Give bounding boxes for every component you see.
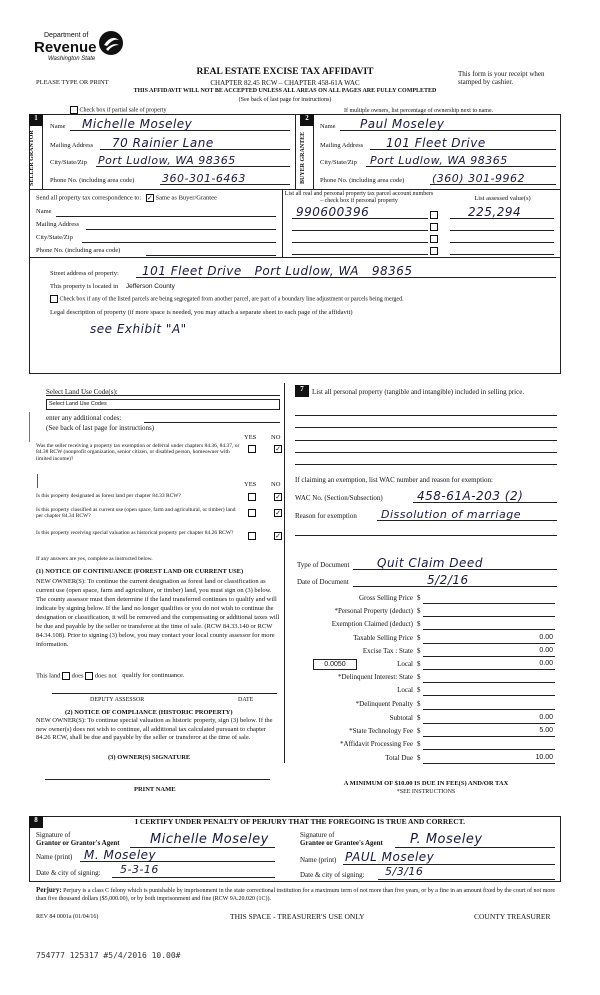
dollar-sign: $ bbox=[417, 686, 421, 694]
qualify-label: qualify for continuance. bbox=[122, 672, 185, 680]
doc-type-value[interactable]: Quit Claim Deed bbox=[377, 556, 483, 571]
dollar-sign: $ bbox=[417, 660, 421, 668]
buyer-mail-value[interactable]: 101 Fleet Drive bbox=[386, 136, 486, 151]
grantor-name-print[interactable]: M. Moseley bbox=[84, 848, 157, 862]
notice2-body: NEW OWNER(S): To continue special valuation as historic property, sign (3) below. If the new owner(s) does not wish to continue, all additional tax calculated pursuant to chapter 84.26 RCW, shall be due and payable by the seller or transferor at the time of sale. bbox=[36, 717, 273, 741]
treasurer-stamp: 754777 125317 #5/4/2016 10.00# bbox=[36, 951, 181, 960]
seller-city-row bbox=[50, 153, 290, 167]
revenue-logo-icon bbox=[98, 30, 124, 56]
section-2-num: 2 bbox=[300, 114, 314, 126]
doc-type-row bbox=[297, 556, 557, 570]
form-see-back: (See back of last page for instructions) bbox=[238, 97, 332, 103]
corr-mail-label: Mailing Address bbox=[36, 221, 80, 228]
grantor-sig-label-1: Signature of bbox=[36, 831, 71, 839]
grantee-signature[interactable]: P. Moseley bbox=[410, 832, 483, 847]
receipt-note: This form is your receipt when stamped by cashier. bbox=[458, 70, 545, 87]
buyer-city-value[interactable]: Port Ludlow, WA 98365 bbox=[370, 154, 508, 168]
grantor-signature[interactable]: Michelle Moseley bbox=[150, 832, 269, 847]
yes-header-1: YES bbox=[244, 434, 257, 441]
fee-subtotal bbox=[297, 714, 555, 725]
buyer-side-label: BUYER GRANTEE bbox=[300, 131, 306, 185]
parcel-number[interactable]: 990600396 bbox=[296, 205, 370, 219]
partial-sale-checkbox[interactable] bbox=[70, 106, 78, 114]
fee-gross bbox=[297, 594, 555, 605]
fee-delinq-local bbox=[297, 686, 555, 697]
please-type: PLEASE TYPE OR PRINT bbox=[36, 79, 109, 86]
fee-delinq-penalty bbox=[297, 700, 555, 711]
taxable-value: 0.00 bbox=[539, 634, 553, 641]
does-not-checkbox[interactable] bbox=[85, 672, 93, 680]
rev-number: REV 84 0001a (01/04/16) bbox=[36, 914, 99, 920]
deputy-assessor-label: DEPUTY ASSESSOR bbox=[90, 697, 145, 703]
street-row bbox=[50, 264, 556, 278]
q3-no-checkbox[interactable]: ✓ bbox=[275, 509, 281, 517]
question-historic: Is this property receiving special valuation as historical property per chapter 84.26 RCW? bbox=[36, 530, 234, 536]
personal-property-label: List all personal property (tangible and intangible) included in selling price. bbox=[312, 388, 525, 396]
subtotal-value: 0.00 bbox=[539, 714, 553, 721]
fee-label: *Delinquent Penalty bbox=[355, 700, 413, 708]
doc-date-label: Date of Document bbox=[297, 577, 349, 586]
question-current-use: Is this property classified as current use (open space, farm and agricultural, or timber) land per chapter 84.34 RCW? bbox=[36, 507, 236, 520]
county-row bbox=[50, 283, 175, 290]
q2-yes-checkbox[interactable] bbox=[248, 493, 256, 501]
parcel-2-personal-checkbox[interactable] bbox=[430, 223, 438, 231]
fee-label: Local bbox=[397, 660, 413, 668]
parcel-header: List all real and personal property tax parcel account numbers – check box if personal property bbox=[284, 191, 434, 204]
perjury-note bbox=[36, 886, 561, 903]
does-not-label: does not bbox=[94, 672, 117, 680]
section-1-num: 1 bbox=[29, 114, 43, 126]
seller-mail-row bbox=[50, 136, 290, 150]
form-not-accepted: THIS AFFIDAVIT WILL NOT BE ACCEPTED UNLESS ALL AREAS ON ALL PAGES ARE FULLY COMPLETED bbox=[133, 88, 437, 94]
fee-input-line[interactable] bbox=[423, 669, 555, 670]
fee-input-line[interactable] bbox=[423, 603, 555, 604]
does-label: does bbox=[71, 672, 84, 680]
corr-name-label: Name bbox=[36, 208, 52, 215]
doc-date-row bbox=[297, 573, 557, 587]
q1-yes-checkbox[interactable] bbox=[248, 445, 256, 453]
dollar-sign: $ bbox=[417, 727, 421, 735]
street-label: Street address of property: bbox=[50, 269, 119, 277]
revenue-text: Revenue bbox=[34, 39, 97, 56]
buyer-phone-label: Phone No. (including area code) bbox=[320, 176, 405, 184]
fee-input-line[interactable] bbox=[423, 616, 555, 617]
fee-label: *Affidavit Processing Fee bbox=[340, 740, 413, 748]
segregated-label: Check box if any of the listed parcels are being segregated from another parcel, are part of a boundary line adjustment or parcels being merged. bbox=[59, 296, 404, 303]
legal-value[interactable]: see Exhibit "A" bbox=[90, 322, 187, 336]
fee-label: *Personal Property (deduct) bbox=[334, 607, 413, 615]
land-use-select-line bbox=[46, 395, 280, 396]
buyer-phone-value[interactable]: (360) 301-9962 bbox=[432, 172, 526, 186]
reason-row bbox=[295, 507, 557, 521]
segregated-checkbox[interactable] bbox=[50, 295, 58, 303]
fee-taxable bbox=[297, 634, 555, 645]
notice2-title: (2) NOTICE OF COMPLIANCE (HISTORIC PROPERTY) bbox=[65, 709, 233, 716]
fee-label: *State Technology Fee bbox=[349, 727, 413, 735]
additional-codes-row bbox=[46, 414, 280, 424]
wac-row bbox=[295, 489, 557, 503]
fee-input-line[interactable] bbox=[423, 763, 555, 764]
treasurer-space: THIS SPACE - TREASURER'S USE ONLY bbox=[230, 912, 365, 921]
wac-value[interactable]: 458-61A-203 (2) bbox=[417, 489, 524, 504]
correspondence-label: Send all property tax correspondence to: bbox=[36, 194, 142, 202]
fee-total bbox=[297, 754, 555, 765]
exemption-intro: If claiming an exemption, list WAC number and reason for exemption: bbox=[295, 476, 493, 484]
perjury-text: Perjury is a class C felony which is punishable by imprisonment in the state correctional institution for a maximum term of not more than five years, or by a fine in an amount fixed by the court of not more than five thousand dollars ($5,000.00), or by both imprisonment and fine (RCW 9A.20.020 (1C)). bbox=[36, 888, 556, 902]
assessed-value[interactable]: 225,294 bbox=[468, 205, 522, 219]
corr-phone-label: Phone No. (including area code) bbox=[36, 247, 121, 254]
notice1-title: (1) NOTICE OF CONTINUANCE (FOREST LAND OR CURRENT USE) bbox=[36, 568, 244, 575]
buyer-name-row bbox=[320, 117, 556, 131]
dollar-sign: $ bbox=[417, 634, 421, 642]
fee-label: Gross Selling Price bbox=[358, 594, 413, 602]
fee-input-line[interactable] bbox=[423, 723, 555, 724]
fee-excise-state bbox=[297, 647, 555, 658]
same-as-buyer-checkbox[interactable]: ✓ bbox=[146, 194, 153, 202]
seller-phone-row bbox=[50, 171, 290, 185]
legal-label: Legal description of property (if more space is needed, you may attach a separate sheet to each page of the affidavit) bbox=[50, 309, 353, 316]
q4-yes-checkbox[interactable] bbox=[248, 532, 256, 540]
grantee-sig-label bbox=[300, 831, 383, 847]
form-title: REAL ESTATE EXCISE TAX AFFIDAVIT bbox=[196, 67, 374, 77]
fee-exemption bbox=[297, 620, 555, 631]
wac-label: WAC No. (Section/Subsection) bbox=[295, 493, 383, 502]
revenue-logo bbox=[34, 28, 129, 68]
dollar-sign: $ bbox=[417, 740, 421, 748]
grantor-sig-label-2: Grantor or Grantor's Agent bbox=[36, 839, 120, 847]
corr-mail-row bbox=[36, 220, 276, 230]
fee-input-line[interactable] bbox=[423, 682, 555, 683]
seller-city-value[interactable]: Port Ludlow, WA 98365 bbox=[98, 154, 236, 168]
buyer-mail-label: Mailing Address bbox=[320, 141, 364, 149]
multiple-owners-note: If multiple owners, list percentage of ownership next to name. bbox=[344, 108, 494, 114]
fee-label: Local bbox=[397, 686, 413, 694]
dollar-sign: $ bbox=[417, 700, 421, 708]
seller-side-label: SELLER GRANTOR bbox=[29, 130, 35, 186]
fee-label: Exemption Claimed (deduct) bbox=[331, 620, 413, 628]
corr-name-row bbox=[36, 207, 276, 217]
does-checkbox[interactable] bbox=[62, 672, 70, 680]
dollar-sign: $ bbox=[417, 647, 421, 655]
buyer-name-value[interactable]: Paul Moseley bbox=[360, 117, 445, 132]
if-yes-note: If any answers are yes, complete as instructed below. bbox=[36, 556, 153, 562]
date-label: DATE bbox=[238, 697, 254, 703]
partial-sale-label: Check box if partial sale of property bbox=[79, 107, 167, 114]
parcel-lines bbox=[292, 205, 554, 256]
buyer-name-label: Name bbox=[320, 122, 336, 130]
additional-codes-label: enter any additional codes: bbox=[46, 414, 122, 422]
q4-no-checkbox[interactable]: ✓ bbox=[275, 532, 281, 540]
excise-local-value: 0.00 bbox=[539, 660, 553, 667]
grantor-date[interactable]: 5-3-16 bbox=[120, 863, 159, 876]
land-use-see-back: (See back of last page for instructions) bbox=[46, 424, 155, 432]
q1-no-checkbox[interactable]: ✓ bbox=[275, 445, 281, 453]
doc-date-value[interactable]: 5/2/16 bbox=[427, 573, 469, 588]
grantee-name-print[interactable]: PAUL Moseley bbox=[345, 850, 435, 864]
fee-label: Subtotal bbox=[389, 714, 413, 722]
same-as-buyer-label: Same as Buyer/Grantee bbox=[155, 194, 217, 202]
fee-label: Excise Tax : State bbox=[362, 647, 413, 655]
parcel-1-personal-checkbox[interactable] bbox=[430, 211, 438, 219]
buyer-city-row bbox=[320, 153, 556, 167]
no-header-1: NO bbox=[271, 434, 281, 441]
land-use-select[interactable]: Select Land Use Codes bbox=[46, 399, 280, 410]
this-land-label: This land bbox=[36, 672, 61, 680]
land-use-label: Select Land Use Code(s): bbox=[46, 388, 118, 396]
q3-yes-checkbox[interactable] bbox=[248, 509, 256, 517]
parcel-3-personal-checkbox[interactable] bbox=[430, 235, 438, 243]
fee-input-line[interactable] bbox=[423, 695, 555, 696]
dept-of-text: Department of bbox=[44, 32, 89, 39]
fee-label: Taxable Selling Price bbox=[353, 634, 413, 642]
fee-label: *Delinquent Interest: State bbox=[337, 673, 413, 681]
fee-input-line[interactable] bbox=[423, 643, 555, 644]
county-value: Jefferson County bbox=[125, 283, 175, 290]
fee-input-line[interactable] bbox=[423, 629, 555, 630]
washington-state-text: Washington State bbox=[48, 56, 96, 62]
grantee-date-label: Date & city of signing: bbox=[300, 871, 365, 879]
buyer-mail-row bbox=[320, 136, 556, 150]
dollar-sign: $ bbox=[417, 620, 421, 628]
dollar-sign: $ bbox=[417, 607, 421, 615]
segregated-row bbox=[50, 295, 404, 303]
excise-state-value: 0.00 bbox=[539, 647, 553, 654]
correspondence-row bbox=[36, 194, 217, 202]
grantee-name-label: Name (print) bbox=[300, 856, 337, 864]
buyer-phone-row bbox=[320, 171, 556, 185]
q2-no-checkbox[interactable]: ✓ bbox=[275, 493, 281, 501]
print-name-label: PRINT NAME bbox=[134, 786, 176, 793]
seller-name-row bbox=[50, 117, 290, 131]
form-rcw: CHAPTER 82.45 RCW – CHAPTER 458-61A WAC bbox=[210, 79, 360, 87]
owner-signature-label: (3) OWNER(S) SIGNATURE bbox=[108, 754, 191, 761]
minimum-note: A MINIMUM OF $10.00 IS DUE IN FEE(S) AND/OR TAX bbox=[343, 780, 509, 787]
fee-personal bbox=[297, 607, 555, 618]
certify-text: I CERTIFY UNDER PENALTY OF PERJURY THAT THE FOREGOING IS TRUE AND CORRECT. bbox=[134, 817, 465, 826]
county-treasurer: COUNTY TREASURER bbox=[474, 912, 551, 921]
located-label: This property is located in bbox=[50, 283, 119, 290]
question-exemption: Was the seller receiving a property tax exemption or deferral under chapters 84.36, 84.37, or 84.38 RCW (nonprofit organization, senior citizen, or disabled person, homeowner with limited income)? bbox=[36, 443, 240, 462]
question-forest: Is this property designated as forest land per chapter 84.33 RCW? bbox=[36, 493, 181, 499]
seller-phone-value[interactable]: 360-301-6463 bbox=[162, 172, 246, 186]
seller-name-value[interactable]: Michelle Moseley bbox=[82, 117, 193, 132]
section-7-num: 7 bbox=[295, 385, 309, 397]
continuance-row bbox=[36, 672, 185, 680]
assessed-header: List assessed value(s) bbox=[474, 195, 531, 202]
section-8-num: 8 bbox=[29, 816, 43, 828]
street-value[interactable]: 101 Fleet Drive Port Ludlow, WA 98365 bbox=[142, 264, 413, 279]
reason-label: Reason for exemption bbox=[295, 511, 357, 520]
grantee-date[interactable]: 5/3/16 bbox=[385, 865, 424, 878]
reason-value[interactable]: Dissolution of marriage bbox=[381, 508, 521, 522]
grantee-sig-label-1: Signature of bbox=[300, 831, 335, 839]
tech-fee-value: 5.00 bbox=[539, 727, 553, 734]
dollar-sign: $ bbox=[417, 673, 421, 681]
fee-input-line[interactable] bbox=[423, 656, 555, 657]
perjury-label: Perjury: bbox=[36, 886, 62, 894]
grantor-sig-label bbox=[36, 831, 120, 847]
yes-header-2: YES bbox=[244, 481, 257, 488]
no-header-2: NO bbox=[271, 481, 281, 488]
see-instructions: *SEE INSTRUCTIONS bbox=[396, 789, 456, 795]
fee-affidavit bbox=[297, 740, 555, 751]
fee-tech bbox=[297, 727, 555, 738]
seller-city-label: City/State/Zip bbox=[50, 158, 87, 166]
fee-label: Total Due bbox=[385, 754, 413, 762]
doc-type-label: Type of Document bbox=[297, 560, 350, 569]
seller-mail-label: Mailing Address bbox=[50, 141, 94, 149]
total-value: 10.00 bbox=[535, 754, 553, 761]
fee-delinq-interest bbox=[297, 673, 555, 684]
fee-excise-local bbox=[297, 660, 555, 671]
notice1-body: NEW OWNER(S): To continue the current designation as forest land or classification as current use (open space, farm and agriculture, or timber) land, you must sign on (3) below. The county assessor must then determine if the land transferred continues to qualify and will indicate by signing below. If the land no longer qualifies or you do not wish to continue the designation or classification, it will be removed and the compensating or additional taxes will be due and payable by the seller or transferor at the time of sale. (RCW 84.33.140 or RCW 84.34.108). Prior to signing (3) below, you may contact your local county assessor for more information. bbox=[36, 578, 280, 648]
grantor-name-label: Name (print) bbox=[36, 853, 73, 861]
corr-city-label: City/State/Zip bbox=[36, 234, 73, 241]
corr-city-row bbox=[36, 233, 276, 243]
fee-input-line[interactable] bbox=[423, 749, 555, 750]
parcel-4-personal-checkbox[interactable] bbox=[430, 247, 438, 255]
seller-name-label: Name bbox=[50, 122, 66, 130]
local-rate-box[interactable]: 0.0050 bbox=[313, 659, 357, 670]
dollar-sign: $ bbox=[417, 594, 421, 602]
fee-input-line[interactable] bbox=[423, 736, 555, 737]
dollar-sign: $ bbox=[417, 714, 421, 722]
buyer-city-label: City/State/Zip bbox=[320, 158, 357, 166]
grantor-date-label: Date & city of signing: bbox=[36, 869, 101, 877]
fee-input-line[interactable] bbox=[423, 709, 555, 710]
corr-phone-row bbox=[36, 246, 276, 256]
dollar-sign: $ bbox=[417, 754, 421, 762]
seller-mail-value[interactable]: 70 Rainier Lane bbox=[112, 136, 214, 151]
seller-phone-label: Phone No. (including area code) bbox=[50, 176, 135, 184]
grantee-sig-label-2: Grantee or Grantee's Agent bbox=[300, 839, 383, 847]
